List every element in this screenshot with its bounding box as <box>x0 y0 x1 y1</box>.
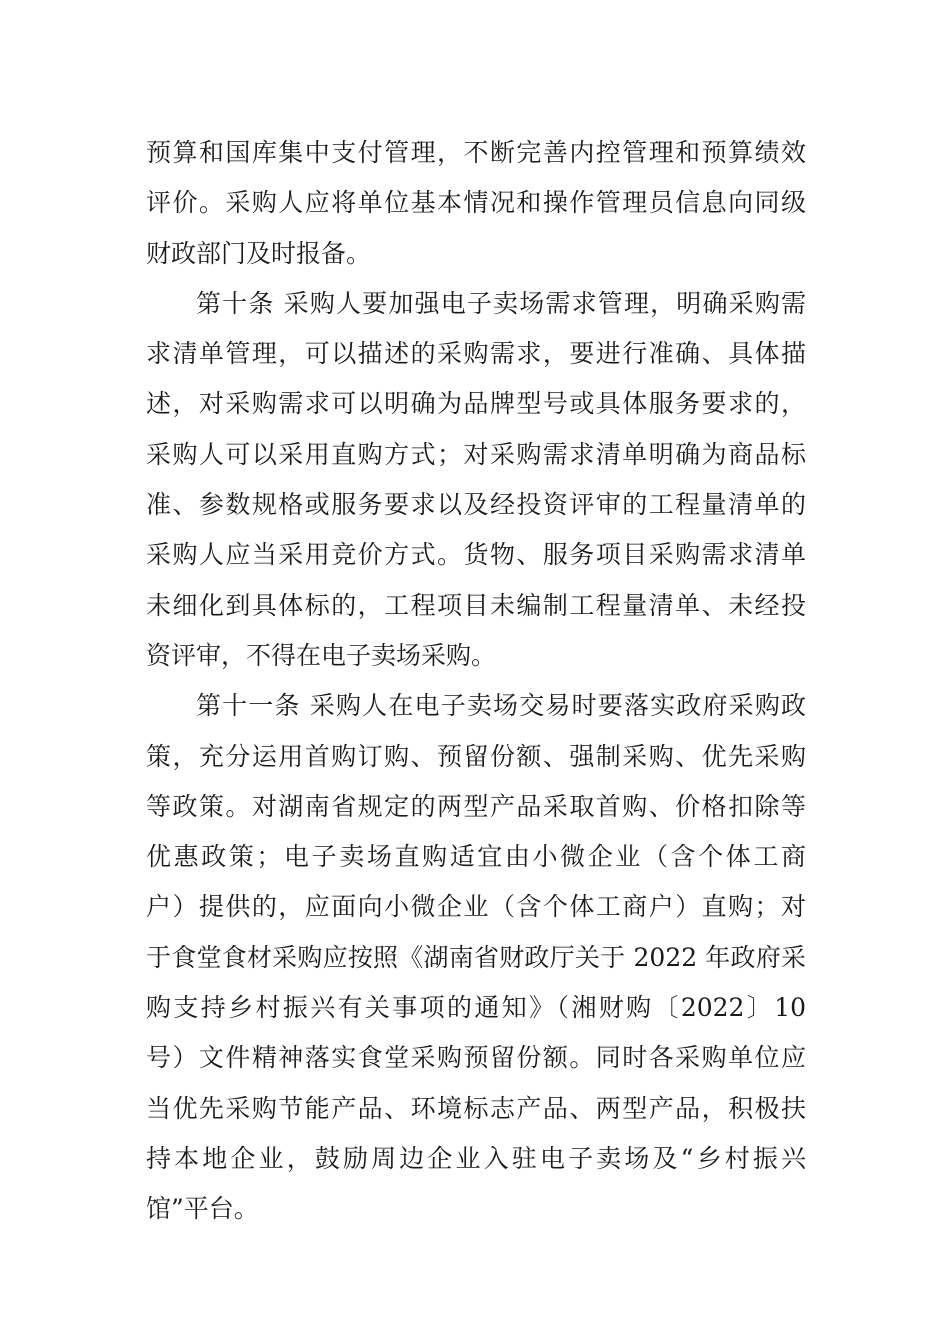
document-body <box>146 128 806 1235</box>
text-line: 优惠政策；电子卖场直购适宜由小微企业（含个体工商 <box>146 842 806 872</box>
text-line: 述，对采购需求可以明确为品牌型号或具体服务要求的， <box>146 389 806 419</box>
text-line: 于食堂食材采购应按照《湖南省财政厅关于 2022 年政府采 <box>146 942 806 972</box>
text-line: 等政策。对湖南省规定的两型产品采取首购、价格扣除等 <box>146 791 806 821</box>
text-line: 户）提供的，应面向小微企业（含个体工商户）直购；对 <box>146 892 806 922</box>
text-line: 持本地企业，鼓励周边企业入驻电子卖场及“乡村振兴 <box>146 1143 806 1173</box>
text-line: 采购人可以采用直购方式；对采购需求清单明确为商品标 <box>146 439 806 469</box>
text-line: 购支持乡村振兴有关事项的通知》（湘财购〔2022〕10 <box>146 993 806 1023</box>
text-line: 策，充分运用首购订购、预留份额、强制采购、优先采购 <box>146 741 806 771</box>
text-line: 评价。采购人应将单位基本情况和操作管理员信息向同级 <box>146 188 806 218</box>
article-10-line: 第十条 采购人要加强电子卖场需求管理，明确采购需 <box>196 288 806 318</box>
article-11-line: 第十一条 采购人在电子卖场交易时要落实政府采购政 <box>196 691 806 721</box>
text-line: 求清单管理，可以描述的采购需求，要进行准确、具体描 <box>146 339 806 369</box>
text-line: 财政部门及时报备。 <box>146 238 372 268</box>
text-line: 采购人应当采用竞价方式。货物、服务项目采购需求清单 <box>146 540 806 570</box>
text-line: 预算和国库集中支付管理，不断完善内控管理和预算绩效 <box>146 138 806 167</box>
text-line: 未细化到具体标的，工程项目未编制工程量清单、未经投 <box>146 590 806 620</box>
text-line: 当优先采购节能产品、环境标志产品、两型产品，积极扶 <box>146 1093 806 1123</box>
text-line: 馆”平台。 <box>146 1194 259 1224</box>
text-line: 准、参数规格或服务要求以及经投资评审的工程量清单的 <box>146 490 806 520</box>
text-line: 号）文件精神落实食堂采购预留份额。同时各采购单位应 <box>146 1043 806 1073</box>
text-line: 资评审，不得在电子卖场采购。 <box>146 640 497 670</box>
